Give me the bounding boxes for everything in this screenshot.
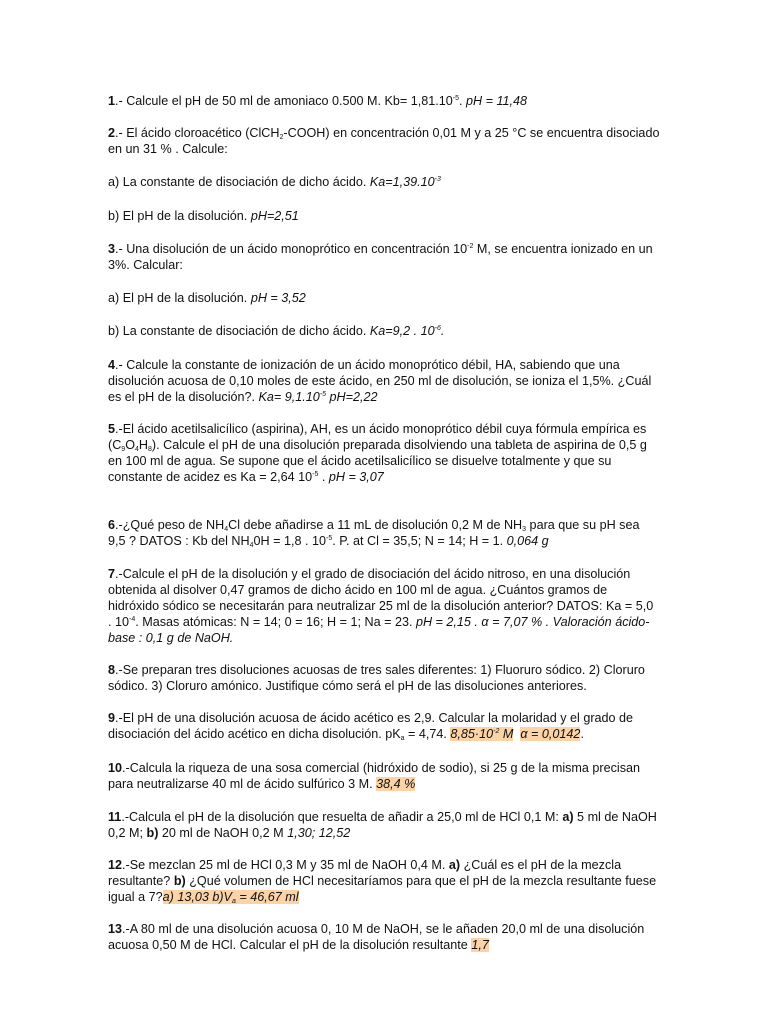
text: ¿Qué volumen de HCl necesitaríamos para que el pH de la mezcla resultante fuese igual a 7? [108, 874, 657, 904]
text: .-Calcula la riqueza de una sosa comercial (hidróxido de sodio), si 25 g de la misma precisan para neutralizarse 40 ml de ácido sulfúrico 3 M. [108, 761, 641, 791]
subscript: 2 [279, 134, 284, 141]
answer [370, 324, 445, 338]
text: Cl debe añadirse a 11 mL de disolución 0,2 M de NH [228, 518, 523, 532]
problem-6 [108, 517, 660, 549]
exponent: -3 [434, 176, 441, 183]
text: 8,85·10 [450, 727, 494, 741]
answer-highlight: α = 0,0142 [520, 727, 581, 741]
text: a) El pH de la disolución. [108, 291, 251, 305]
answer-highlight: 1,7 [471, 938, 489, 952]
text: a) La constante de disociación de dicho ácido. [108, 175, 370, 189]
answer: pH = 3,07 [328, 470, 384, 484]
answer: pH = 2,15 . α = 7,07 % . Valoración ácido-base : 0,1 g de NaOH. [108, 615, 650, 645]
text: pH=2,22 [326, 390, 378, 404]
text: . P. at Cl = 35,5; N = 14; H = 1. [332, 534, 507, 548]
answer [370, 175, 441, 189]
text: .- Una disolución de un ácido monoprótico en concentración 10 [115, 242, 468, 256]
text: .-El ácido acetilsalicílico (aspirina), AH, es un ácido monoprótico débil cuya fórmula empírica es (C [108, 422, 647, 452]
text: a) 13,03 b)V [162, 890, 232, 904]
answer [259, 390, 378, 404]
exponent: -5 [326, 535, 333, 542]
text: H [138, 438, 149, 452]
problem-7 [108, 566, 660, 646]
text: .- Calcule la constante de ionización de un ácido monoprótico débil, HA, sabiendo que una disolución acuosa de 0,10 moles de este ácido, en 250 ml de disolución, se ioniza el 1,5%. ¿Cuál es el pH de la disolución?. [108, 358, 652, 404]
text: ¿Cuál es el pH de la mezcla resultante? [108, 858, 622, 888]
problem-10 [108, 760, 660, 792]
text: .-Se preparan tres disoluciones acuosas de tres sales diferentes: 1) Fluoruro sódico. 2) Cloruro sódico. 3) Cloruro amónico. Justifique cómo será el pH de las disoluciones anteriores. [108, 663, 645, 693]
problem-number: 10 [108, 761, 123, 775]
answer: pH = 11,48 [466, 94, 528, 108]
text: M, se encuentra ionizado en un 3%. Calcular: [108, 242, 653, 272]
problem-2 [108, 125, 660, 157]
text: b) [146, 826, 159, 840]
text: .- Calcule el pH de 50 ml de amoniaco 0.500 M. Kb= 1,81.10 [115, 94, 453, 108]
problem-number: 4 [108, 358, 116, 372]
problem-number: 9 [108, 711, 116, 725]
problem-1 [108, 93, 660, 109]
text: . Masas atómicas: N = 14; 0 = 16; H = 1; Na = 23. [135, 615, 416, 629]
subscript: a [231, 898, 236, 905]
exponent: -5 [319, 391, 327, 398]
subscript: 3 [522, 526, 527, 533]
text: a) [448, 858, 461, 872]
answer-highlight [163, 890, 299, 904]
problem-number: 13 [108, 922, 123, 936]
text: a) [562, 810, 574, 824]
exponent: -2 [467, 243, 474, 250]
text: .-A 80 ml de una disolución acuosa 0, 10 M de NaOH, se le añaden 20,0 ml de una disolución acuosa 0,50 M de HCl. Calcular el pH de la disolución resultante [108, 922, 645, 952]
answer: pH=2,51 [250, 209, 299, 223]
subscript: a [400, 735, 405, 742]
text: .-Se mezclan 25 ml de HCl 0,3 M y 35 ml de NaOH 0,4 M. [122, 858, 449, 872]
text: 20 ml de NaOH 0,2 M [158, 826, 288, 840]
answer: 0,064 g [506, 534, 549, 548]
text: b) [173, 874, 186, 888]
problem-number: 12 [108, 858, 123, 872]
answer: 1,30; 12,52 [287, 826, 351, 840]
problem-number: 11 [108, 810, 122, 824]
answer-highlight [450, 727, 513, 741]
problem-2b [108, 208, 660, 224]
exponent: -2 [493, 728, 500, 735]
problem-number: 7 [108, 567, 116, 581]
text: Ka= 9,1.10 [258, 390, 320, 404]
text: M [499, 727, 514, 741]
text: para que su pH sea 9,5 ? DATOS : Kb del NH [108, 518, 640, 548]
text: . [440, 324, 445, 338]
problem-5 [108, 421, 660, 485]
answer: pH = 3,52 [250, 291, 306, 305]
text: b) El pH de la disolución. [108, 209, 251, 223]
text: ). Calcule el pH de una disolución preparada disolviendo una tableta de aspirina de 0,5 g en 100 ml de agua. Se supone que el ácido acetilsalicílico se disuelve totalmente y que su constante de acidez es Ka = 2,64 10 [108, 438, 647, 484]
problem-8 [108, 662, 660, 694]
exponent: -6 [434, 325, 441, 332]
problem-12 [108, 857, 660, 905]
problem-2a [108, 174, 660, 190]
text: = 4,74. [404, 727, 451, 741]
text: O [125, 438, 135, 452]
text: . [580, 727, 584, 741]
problem-number: 6 [108, 518, 116, 532]
text: . [318, 470, 329, 484]
exponent: -4 [129, 616, 136, 623]
text: 5 ml de NaOH 0,2 M; [108, 810, 657, 840]
problem-number: 3 [108, 242, 116, 256]
subscript: 4 [135, 446, 139, 453]
text: .-Calcule el pH de la disolución y el grado de disociación del ácido nitroso, en una disolución obtenida al disolver 0,47 gramos de dicho ácido en 100 ml de agua. ¿Cuántos gramos de hidróxido sódico se necesitarán para neutralizar 25 ml de la disolución anterior? DATOS: Ka = 5,0 . 10 [108, 567, 654, 629]
text: 0H = 1,8 . 10 [253, 534, 326, 548]
problem-3a [108, 290, 660, 306]
text: .- El ácido cloroacético (ClCH [115, 126, 280, 140]
text: b) La constante de disociación de dicho ácido. [108, 324, 370, 338]
exponent: -5 [312, 471, 319, 478]
text: . [459, 94, 467, 108]
text: -COOH) en concentración 0,01 M y a 25 °C se encuentra disociado en un 31 % . Calcule: [108, 126, 660, 156]
text: Ka=9,2 . 10 [369, 324, 435, 338]
problem-number: 2 [108, 126, 116, 140]
subscript: 4 [249, 542, 254, 549]
subscript: 8 [148, 446, 152, 453]
problem-11 [108, 809, 660, 841]
text: .-Calcula el pH de la disolución que resuelta de añadir a 25,0 ml de HCl 0,1 M: [121, 810, 563, 824]
text: .-¿Qué peso de NH [115, 518, 225, 532]
problem-3 [108, 241, 660, 273]
problem-4 [108, 357, 660, 405]
problem-number: 5 [108, 422, 116, 436]
problem-number: 8 [108, 663, 116, 677]
problem-13 [108, 921, 660, 953]
problem-number: 1 [108, 94, 116, 108]
text: Ka=1,39.10 [369, 175, 435, 189]
answer-highlight: 38,4 % [376, 777, 416, 791]
text: = 46,67 ml [235, 890, 299, 904]
subscript: 9 [121, 446, 126, 453]
problem-9 [108, 710, 660, 742]
exponent: -5 [452, 95, 460, 102]
text: .-El pH de una disolución acuosa de ácido acético es 2,9. Calcular la molaridad y el grado de disociación del ácido acético en dicha disolución. pK [108, 711, 634, 741]
problem-3b [108, 323, 660, 339]
subscript: 4 [224, 526, 229, 533]
